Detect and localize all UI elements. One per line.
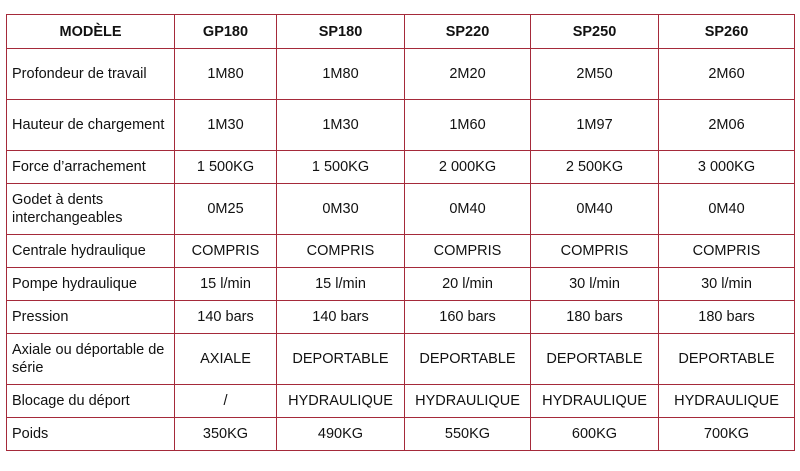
table-row (7, 385, 795, 418)
table-cell: 2M50 (531, 49, 659, 100)
table-cell: 2M20 (405, 49, 531, 100)
table-cell: 0M30 (277, 184, 405, 235)
table-cell: 1M97 (531, 100, 659, 151)
header-cell: SP250 (531, 15, 659, 49)
table-cell: 1 500KG (277, 151, 405, 184)
table-cell: 1M80 (175, 49, 277, 100)
table-row (7, 184, 795, 235)
table-cell: DEPORTABLE (405, 334, 531, 385)
table-row (7, 49, 795, 100)
table-cell: 30 l/min (531, 268, 659, 301)
table-cell: DEPORTABLE (659, 334, 795, 385)
table-cell: 140 bars (277, 301, 405, 334)
table-cell: 30 l/min (659, 268, 795, 301)
table-cell: 700KG (659, 418, 795, 451)
table-cell: 15 l/min (175, 268, 277, 301)
table-cell: 1M80 (277, 49, 405, 100)
table-cell: 1M30 (175, 100, 277, 151)
table-cell: 2 000KG (405, 151, 531, 184)
table-cell: COMPRIS (405, 235, 531, 268)
table-cell: 0M25 (175, 184, 277, 235)
table-cell: HYDRAULIQUE (405, 385, 531, 418)
table-cell: 550KG (405, 418, 531, 451)
table-cell: 350KG (175, 418, 277, 451)
table-cell: / (175, 385, 277, 418)
row-label: Hauteur de chargement (7, 100, 175, 151)
table-cell: 0M40 (659, 184, 795, 235)
table-cell: 1 500KG (175, 151, 277, 184)
table-body (7, 49, 795, 451)
table-cell: COMPRIS (277, 235, 405, 268)
table-row (7, 268, 795, 301)
table-cell: COMPRIS (531, 235, 659, 268)
table-cell: 2 500KG (531, 151, 659, 184)
header-cell: SP260 (659, 15, 795, 49)
table-cell: 15 l/min (277, 268, 405, 301)
header-cell: GP180 (175, 15, 277, 49)
row-label: Poids (7, 418, 175, 451)
spec-table (6, 14, 795, 451)
table-cell: HYDRAULIQUE (531, 385, 659, 418)
table-cell: HYDRAULIQUE (659, 385, 795, 418)
table-cell: 600KG (531, 418, 659, 451)
row-label: Pompe hydraulique (7, 268, 175, 301)
row-label: Centrale hydraulique (7, 235, 175, 268)
table-cell: 160 bars (405, 301, 531, 334)
table-cell: HYDRAULIQUE (277, 385, 405, 418)
header-cell: SP180 (277, 15, 405, 49)
table-row (7, 301, 795, 334)
table-cell: 140 bars (175, 301, 277, 334)
table-cell: DEPORTABLE (531, 334, 659, 385)
row-label: Axiale ou déportable de série (7, 334, 175, 385)
table-cell: COMPRIS (659, 235, 795, 268)
table-cell: 2M06 (659, 100, 795, 151)
table-header-row (7, 15, 795, 49)
header-cell-model: MODÈLE (7, 15, 175, 49)
table-row (7, 418, 795, 451)
table-cell: 180 bars (531, 301, 659, 334)
row-label: Blocage du déport (7, 385, 175, 418)
table-row (7, 235, 795, 268)
table-cell: 0M40 (531, 184, 659, 235)
header-cell: SP220 (405, 15, 531, 49)
table-row (7, 334, 795, 385)
table-cell: 1M30 (277, 100, 405, 151)
table-cell: COMPRIS (175, 235, 277, 268)
table-row (7, 100, 795, 151)
row-label: Godet à dents interchangeables (7, 184, 175, 235)
table-cell: 1M60 (405, 100, 531, 151)
row-label: Pression (7, 301, 175, 334)
table-cell: DEPORTABLE (277, 334, 405, 385)
table-cell: 3 000KG (659, 151, 795, 184)
row-label: Force d’arrachement (7, 151, 175, 184)
table-row (7, 151, 795, 184)
table-cell: 490KG (277, 418, 405, 451)
table-cell: 20 l/min (405, 268, 531, 301)
table-cell: 2M60 (659, 49, 795, 100)
table-cell: 0M40 (405, 184, 531, 235)
table-cell: AXIALE (175, 334, 277, 385)
table-cell: 180 bars (659, 301, 795, 334)
row-label: Profondeur de travail (7, 49, 175, 100)
